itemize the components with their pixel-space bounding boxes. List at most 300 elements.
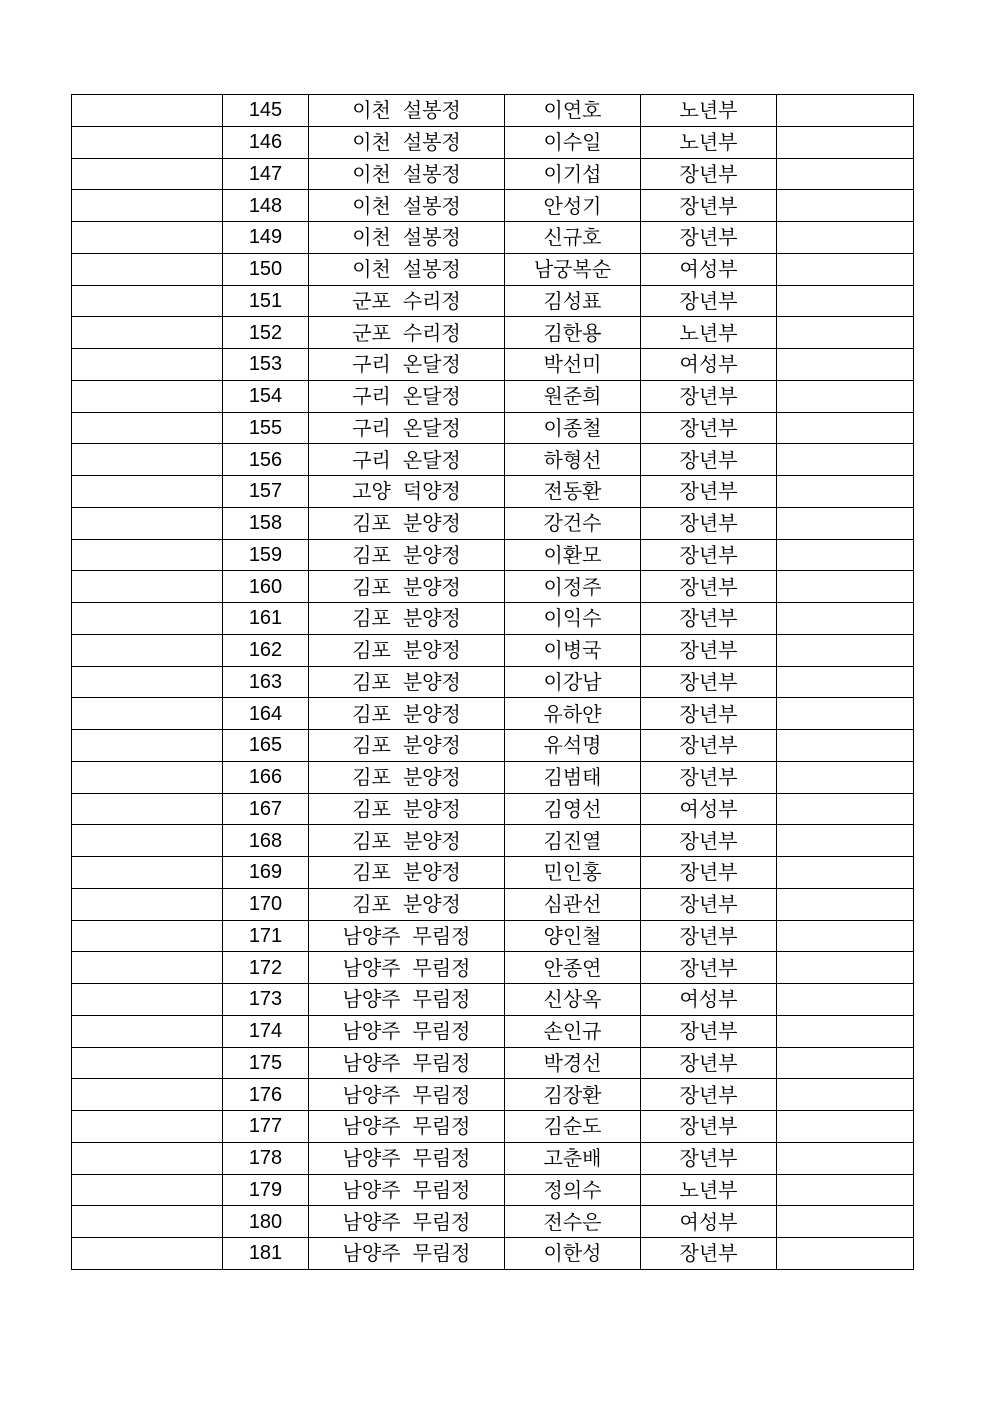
participant-name: 민인홍 xyxy=(505,857,641,889)
club-region: 김포 xyxy=(352,574,391,599)
blank-cell xyxy=(72,603,223,635)
remarks-cell xyxy=(777,793,914,825)
division-cell: 장년부 xyxy=(641,888,777,920)
entry-number: 179 xyxy=(223,1174,309,1206)
blank-cell xyxy=(72,539,223,571)
club-cell xyxy=(309,603,505,635)
club-cell xyxy=(309,984,505,1016)
table-row xyxy=(72,349,914,381)
division-cell: 장년부 xyxy=(641,222,777,254)
remarks-cell xyxy=(777,1142,914,1174)
club-name: 온달정 xyxy=(402,352,461,377)
table-row xyxy=(72,1047,914,1079)
entry-number: 160 xyxy=(223,571,309,603)
blank-cell xyxy=(72,126,223,158)
participant-name: 김한용 xyxy=(505,317,641,349)
remarks-cell xyxy=(777,253,914,285)
entry-number: 159 xyxy=(223,539,309,571)
blank-cell xyxy=(72,412,223,444)
remarks-cell xyxy=(777,190,914,222)
club-name: 설봉정 xyxy=(402,225,461,250)
club-name: 무림정 xyxy=(412,923,471,948)
blank-cell xyxy=(72,1079,223,1111)
remarks-cell xyxy=(777,222,914,254)
table-row xyxy=(72,825,914,857)
blank-cell xyxy=(72,158,223,190)
entry-number: 158 xyxy=(223,507,309,539)
blank-cell xyxy=(72,1238,223,1270)
table-row xyxy=(72,317,914,349)
club-cell xyxy=(309,380,505,412)
table-row xyxy=(72,285,914,317)
table-row xyxy=(72,126,914,158)
club-name: 무림정 xyxy=(412,1114,471,1139)
blank-cell xyxy=(72,1174,223,1206)
participant-name: 남궁복순 xyxy=(505,253,641,285)
club-cell xyxy=(309,317,505,349)
club-cell xyxy=(309,793,505,825)
division-cell: 여성부 xyxy=(641,984,777,1016)
club-region: 군포 xyxy=(352,320,391,345)
club-name: 분양정 xyxy=(402,828,461,853)
club-name: 분양정 xyxy=(402,701,461,726)
entry-number: 174 xyxy=(223,1015,309,1047)
club-name: 온달정 xyxy=(402,384,461,409)
club-cell xyxy=(309,1174,505,1206)
entry-number: 166 xyxy=(223,761,309,793)
division-cell: 여성부 xyxy=(641,1206,777,1238)
club-region: 구리 xyxy=(352,352,391,377)
club-name: 수리정 xyxy=(402,288,461,313)
table-row xyxy=(72,634,914,666)
club-name: 분양정 xyxy=(402,606,461,631)
table-row xyxy=(72,95,914,127)
participant-name: 이연호 xyxy=(505,95,641,127)
club-name: 무림정 xyxy=(412,1209,471,1234)
blank-cell xyxy=(72,253,223,285)
club-cell xyxy=(309,825,505,857)
table-row xyxy=(72,603,914,635)
club-region: 김포 xyxy=(352,733,391,758)
club-region: 김포 xyxy=(352,860,391,885)
club-name: 분양정 xyxy=(402,733,461,758)
entry-number: 162 xyxy=(223,634,309,666)
division-cell: 장년부 xyxy=(641,1238,777,1270)
club-region: 구리 xyxy=(352,384,391,409)
entry-number: 148 xyxy=(223,190,309,222)
division-cell: 장년부 xyxy=(641,1142,777,1174)
participant-name: 강건수 xyxy=(505,507,641,539)
participant-name: 전동환 xyxy=(505,476,641,508)
participant-name: 손인규 xyxy=(505,1015,641,1047)
club-name: 설봉정 xyxy=(402,193,461,218)
remarks-cell xyxy=(777,952,914,984)
club-region: 김포 xyxy=(352,701,391,726)
remarks-cell xyxy=(777,1015,914,1047)
remarks-cell xyxy=(777,1174,914,1206)
remarks-cell xyxy=(777,698,914,730)
club-cell xyxy=(309,1206,505,1238)
table-row xyxy=(72,571,914,603)
club-name: 분양정 xyxy=(402,669,461,694)
club-name: 수리정 xyxy=(402,320,461,345)
blank-cell xyxy=(72,222,223,254)
table-row xyxy=(72,380,914,412)
table-row xyxy=(72,1015,914,1047)
division-cell: 장년부 xyxy=(641,761,777,793)
club-region: 이천 xyxy=(352,98,391,123)
table-row xyxy=(72,1174,914,1206)
club-cell xyxy=(309,126,505,158)
division-cell: 노년부 xyxy=(641,317,777,349)
division-cell: 장년부 xyxy=(641,952,777,984)
remarks-cell xyxy=(777,507,914,539)
club-region: 구리 xyxy=(352,447,391,472)
club-name: 무림정 xyxy=(412,955,471,980)
remarks-cell xyxy=(777,730,914,762)
division-cell: 여성부 xyxy=(641,793,777,825)
club-name: 분양정 xyxy=(402,860,461,885)
blank-cell xyxy=(72,1047,223,1079)
entry-number: 167 xyxy=(223,793,309,825)
entry-number: 161 xyxy=(223,603,309,635)
club-name: 설봉정 xyxy=(402,98,461,123)
remarks-cell xyxy=(777,634,914,666)
remarks-cell xyxy=(777,825,914,857)
remarks-cell xyxy=(777,857,914,889)
entry-number: 157 xyxy=(223,476,309,508)
table-row xyxy=(72,857,914,889)
table-row xyxy=(72,1111,914,1143)
remarks-cell xyxy=(777,920,914,952)
division-cell: 장년부 xyxy=(641,190,777,222)
club-cell xyxy=(309,412,505,444)
club-cell xyxy=(309,888,505,920)
remarks-cell xyxy=(777,412,914,444)
club-name: 설봉정 xyxy=(402,161,461,186)
remarks-cell xyxy=(777,539,914,571)
table-row xyxy=(72,793,914,825)
club-cell xyxy=(309,190,505,222)
entry-number: 180 xyxy=(223,1206,309,1238)
club-name: 분양정 xyxy=(402,765,461,790)
club-name: 무림정 xyxy=(412,1082,471,1107)
division-cell: 장년부 xyxy=(641,1015,777,1047)
club-name: 설봉정 xyxy=(402,257,461,282)
entry-number: 168 xyxy=(223,825,309,857)
division-cell: 장년부 xyxy=(641,158,777,190)
blank-cell xyxy=(72,285,223,317)
table-row xyxy=(72,920,914,952)
club-region: 김포 xyxy=(352,669,391,694)
club-region: 남양주 xyxy=(342,1082,401,1107)
club-name: 무림정 xyxy=(412,987,471,1012)
club-name: 무림정 xyxy=(412,1050,471,1075)
remarks-cell xyxy=(777,444,914,476)
entry-number: 149 xyxy=(223,222,309,254)
blank-cell xyxy=(72,888,223,920)
remarks-cell xyxy=(777,1111,914,1143)
participant-name: 이환모 xyxy=(505,539,641,571)
club-region: 이천 xyxy=(352,257,391,282)
entry-number: 152 xyxy=(223,317,309,349)
entry-number: 169 xyxy=(223,857,309,889)
entry-number: 181 xyxy=(223,1238,309,1270)
club-cell xyxy=(309,1047,505,1079)
blank-cell xyxy=(72,761,223,793)
division-cell: 장년부 xyxy=(641,285,777,317)
club-cell xyxy=(309,158,505,190)
club-cell xyxy=(309,1015,505,1047)
division-cell: 장년부 xyxy=(641,666,777,698)
participant-name: 고춘배 xyxy=(505,1142,641,1174)
division-cell: 장년부 xyxy=(641,603,777,635)
participant-name: 이종철 xyxy=(505,412,641,444)
division-cell: 장년부 xyxy=(641,730,777,762)
club-region: 김포 xyxy=(352,892,391,917)
club-region: 남양주 xyxy=(342,1114,401,1139)
entry-number: 155 xyxy=(223,412,309,444)
entry-number: 153 xyxy=(223,349,309,381)
remarks-cell xyxy=(777,317,914,349)
division-cell: 노년부 xyxy=(641,1174,777,1206)
blank-cell xyxy=(72,507,223,539)
remarks-cell xyxy=(777,1047,914,1079)
division-cell: 장년부 xyxy=(641,444,777,476)
table-row xyxy=(72,761,914,793)
remarks-cell xyxy=(777,603,914,635)
division-cell: 장년부 xyxy=(641,1111,777,1143)
participant-table xyxy=(71,94,914,1270)
club-name: 분양정 xyxy=(402,574,461,599)
club-cell xyxy=(309,349,505,381)
division-cell: 장년부 xyxy=(641,1079,777,1111)
blank-cell xyxy=(72,825,223,857)
entry-number: 176 xyxy=(223,1079,309,1111)
division-cell: 장년부 xyxy=(641,920,777,952)
club-region: 군포 xyxy=(352,288,391,313)
entry-number: 178 xyxy=(223,1142,309,1174)
club-cell xyxy=(309,952,505,984)
participant-table-body xyxy=(72,95,914,1270)
blank-cell xyxy=(72,857,223,889)
entry-number: 150 xyxy=(223,253,309,285)
club-region: 김포 xyxy=(352,511,391,536)
participant-name: 박경선 xyxy=(505,1047,641,1079)
club-name: 덕양정 xyxy=(402,479,461,504)
entry-number: 146 xyxy=(223,126,309,158)
club-region: 이천 xyxy=(352,193,391,218)
division-cell: 노년부 xyxy=(641,126,777,158)
blank-cell xyxy=(72,1206,223,1238)
blank-cell xyxy=(72,476,223,508)
blank-cell xyxy=(72,571,223,603)
club-region: 이천 xyxy=(352,225,391,250)
division-cell: 장년부 xyxy=(641,634,777,666)
club-name: 분양정 xyxy=(402,638,461,663)
entry-number: 163 xyxy=(223,666,309,698)
blank-cell xyxy=(72,444,223,476)
blank-cell xyxy=(72,1015,223,1047)
club-region: 남양주 xyxy=(342,987,401,1012)
club-cell xyxy=(309,920,505,952)
remarks-cell xyxy=(777,666,914,698)
club-name: 분양정 xyxy=(402,511,461,536)
table-row xyxy=(72,730,914,762)
table-row xyxy=(72,190,914,222)
table-row xyxy=(72,1206,914,1238)
blank-cell xyxy=(72,380,223,412)
entry-number: 173 xyxy=(223,984,309,1016)
club-region: 이천 xyxy=(352,130,391,155)
participant-name: 이병국 xyxy=(505,634,641,666)
club-name: 분양정 xyxy=(402,892,461,917)
division-cell: 장년부 xyxy=(641,507,777,539)
participant-name: 안종연 xyxy=(505,952,641,984)
remarks-cell xyxy=(777,761,914,793)
club-region: 남양주 xyxy=(342,1019,401,1044)
table-row xyxy=(72,253,914,285)
blank-cell xyxy=(72,1111,223,1143)
entry-number: 165 xyxy=(223,730,309,762)
participant-name: 이강남 xyxy=(505,666,641,698)
club-region: 김포 xyxy=(352,796,391,821)
club-cell xyxy=(309,730,505,762)
division-cell: 장년부 xyxy=(641,571,777,603)
club-cell xyxy=(309,1238,505,1270)
club-cell xyxy=(309,666,505,698)
table-row xyxy=(72,507,914,539)
participant-name: 김순도 xyxy=(505,1111,641,1143)
division-cell: 장년부 xyxy=(641,1047,777,1079)
entry-number: 156 xyxy=(223,444,309,476)
entry-number: 177 xyxy=(223,1111,309,1143)
club-cell xyxy=(309,857,505,889)
remarks-cell xyxy=(777,380,914,412)
remarks-cell xyxy=(777,158,914,190)
division-cell: 여성부 xyxy=(641,253,777,285)
table-row xyxy=(72,888,914,920)
club-region: 구리 xyxy=(352,415,391,440)
club-region: 김포 xyxy=(352,765,391,790)
club-region: 김포 xyxy=(352,828,391,853)
participant-name: 김진열 xyxy=(505,825,641,857)
club-cell xyxy=(309,634,505,666)
remarks-cell xyxy=(777,476,914,508)
table-row xyxy=(72,444,914,476)
participant-name: 김영선 xyxy=(505,793,641,825)
division-cell: 장년부 xyxy=(641,380,777,412)
blank-cell xyxy=(72,730,223,762)
division-cell: 장년부 xyxy=(641,857,777,889)
participant-name: 양인철 xyxy=(505,920,641,952)
club-name: 무림정 xyxy=(412,1177,471,1202)
club-name: 무림정 xyxy=(412,1019,471,1044)
club-cell xyxy=(309,507,505,539)
club-cell xyxy=(309,1142,505,1174)
blank-cell xyxy=(72,190,223,222)
participant-name: 박선미 xyxy=(505,349,641,381)
blank-cell xyxy=(72,793,223,825)
remarks-cell xyxy=(777,95,914,127)
club-name: 온달정 xyxy=(402,415,461,440)
division-cell: 여성부 xyxy=(641,349,777,381)
club-cell xyxy=(309,1111,505,1143)
club-cell xyxy=(309,761,505,793)
table-row xyxy=(72,539,914,571)
table-row xyxy=(72,698,914,730)
table-row xyxy=(72,952,914,984)
club-cell xyxy=(309,285,505,317)
remarks-cell xyxy=(777,349,914,381)
club-cell xyxy=(309,222,505,254)
blank-cell xyxy=(72,317,223,349)
club-region: 김포 xyxy=(352,638,391,663)
participant-name: 하형선 xyxy=(505,444,641,476)
blank-cell xyxy=(72,95,223,127)
club-region: 남양주 xyxy=(342,955,401,980)
entry-number: 147 xyxy=(223,158,309,190)
club-cell xyxy=(309,698,505,730)
club-region: 고양 xyxy=(352,479,391,504)
club-name: 설봉정 xyxy=(402,130,461,155)
club-name: 온달정 xyxy=(402,447,461,472)
participant-name: 이한성 xyxy=(505,1238,641,1270)
remarks-cell xyxy=(777,571,914,603)
participant-name: 유하얀 xyxy=(505,698,641,730)
division-cell: 노년부 xyxy=(641,95,777,127)
participant-name: 원준희 xyxy=(505,380,641,412)
club-region: 남양주 xyxy=(342,1209,401,1234)
table-row xyxy=(72,222,914,254)
blank-cell xyxy=(72,1142,223,1174)
participant-name: 신규호 xyxy=(505,222,641,254)
participant-name: 이정주 xyxy=(505,571,641,603)
club-cell xyxy=(309,444,505,476)
remarks-cell xyxy=(777,1206,914,1238)
participant-name: 안성기 xyxy=(505,190,641,222)
club-region: 이천 xyxy=(352,161,391,186)
participant-name: 김장환 xyxy=(505,1079,641,1111)
table-row xyxy=(72,984,914,1016)
blank-cell xyxy=(72,666,223,698)
table-row xyxy=(72,476,914,508)
division-cell: 장년부 xyxy=(641,476,777,508)
club-region: 남양주 xyxy=(342,1241,401,1266)
entry-number: 145 xyxy=(223,95,309,127)
blank-cell xyxy=(72,349,223,381)
blank-cell xyxy=(72,952,223,984)
participant-name: 김성표 xyxy=(505,285,641,317)
table-row xyxy=(72,1142,914,1174)
blank-cell xyxy=(72,984,223,1016)
entry-number: 164 xyxy=(223,698,309,730)
club-region: 남양주 xyxy=(342,1146,401,1171)
club-cell xyxy=(309,476,505,508)
remarks-cell xyxy=(777,285,914,317)
table-row xyxy=(72,412,914,444)
remarks-cell xyxy=(777,888,914,920)
entry-number: 170 xyxy=(223,888,309,920)
club-region: 남양주 xyxy=(342,1050,401,1075)
club-region: 김포 xyxy=(352,542,391,567)
club-region: 김포 xyxy=(352,606,391,631)
blank-cell xyxy=(72,634,223,666)
participant-name: 이익수 xyxy=(505,603,641,635)
entry-number: 172 xyxy=(223,952,309,984)
division-cell: 장년부 xyxy=(641,698,777,730)
participant-name: 이기섭 xyxy=(505,158,641,190)
